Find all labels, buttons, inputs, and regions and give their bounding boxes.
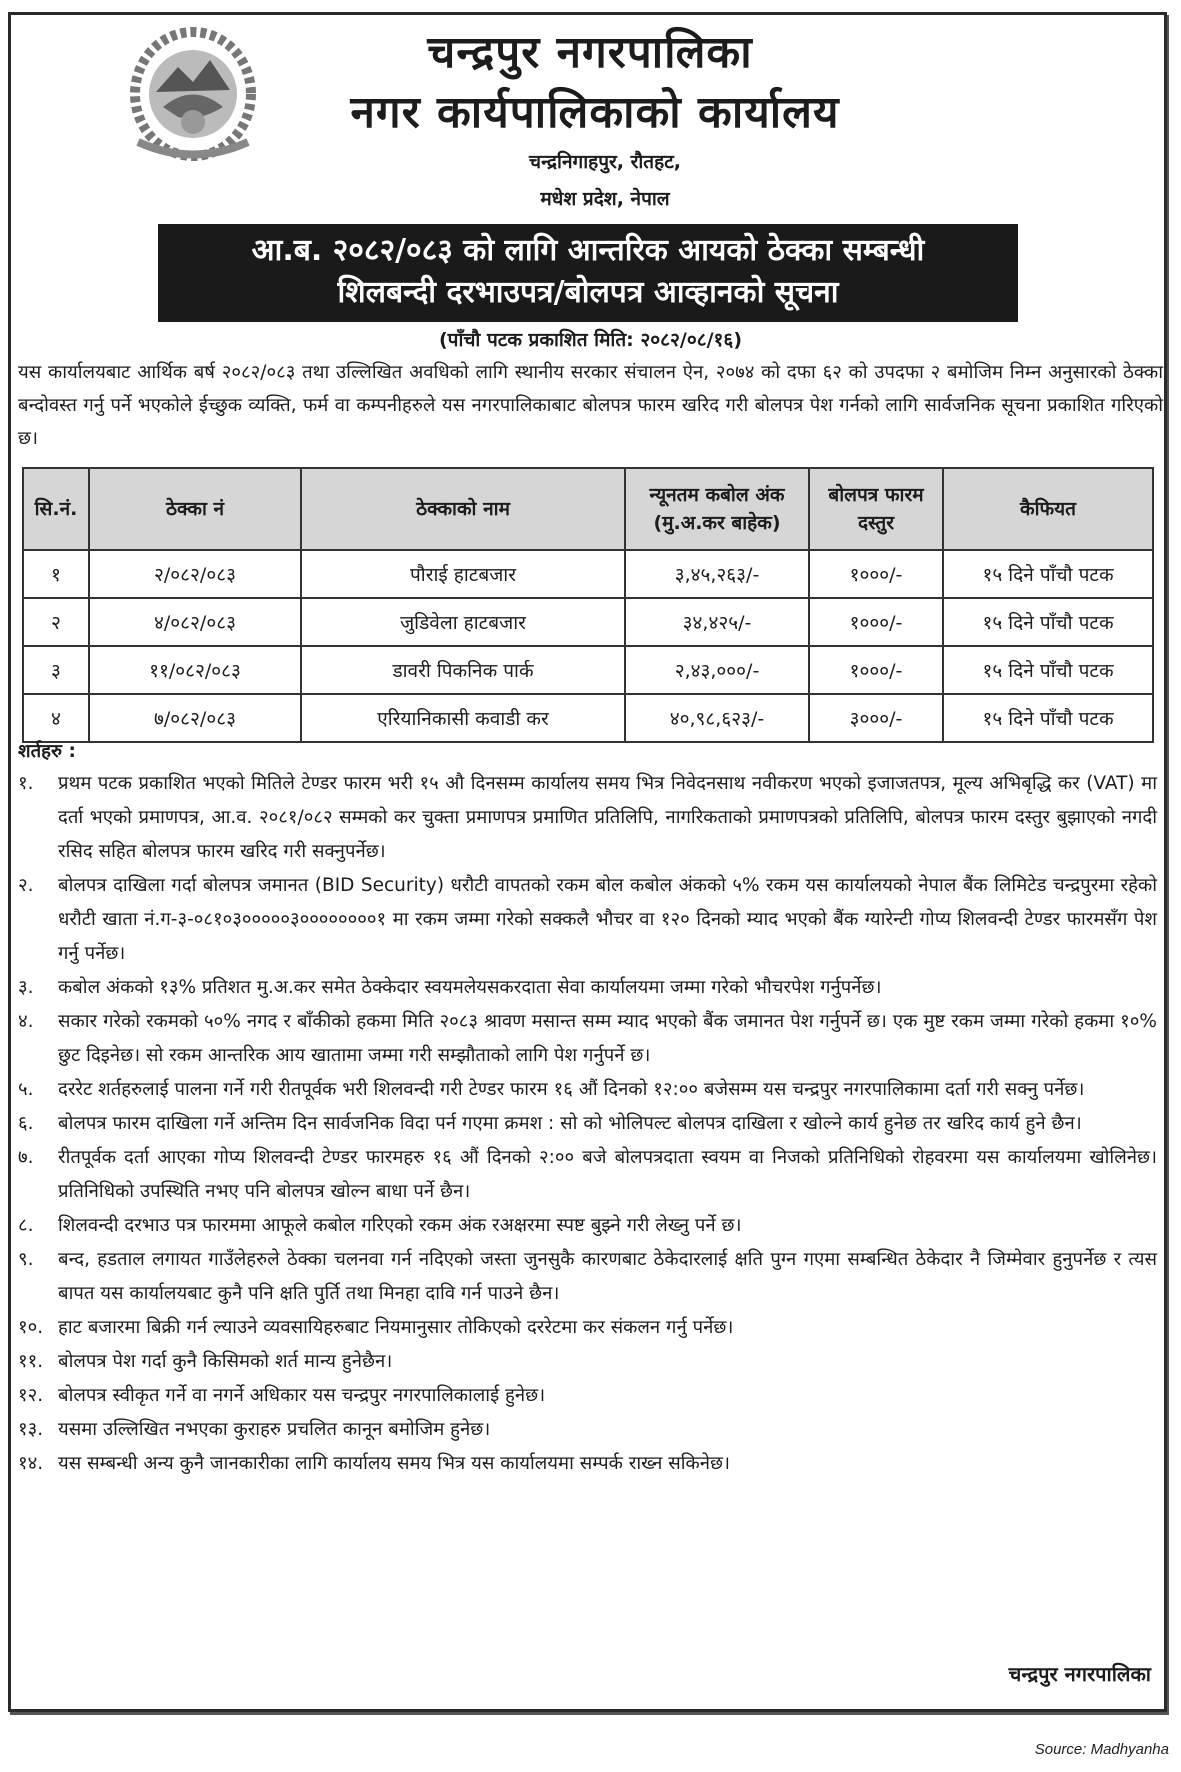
- cell-remarks: १५ दिने पाँचौ पटक: [943, 646, 1153, 694]
- condition-item: [18, 1005, 1163, 1073]
- office-name: नगर कार्यपालिकाको कार्यालय: [350, 87, 840, 138]
- condition-number: १३.: [18, 1419, 44, 1440]
- condition-item: [18, 971, 1163, 1005]
- condition-text: हाट बजारमा बिक्री गर्न ल्याउने व्यवसायिहरुबाट नियमानुसार तोकिएको दररेटमा कर संकलन गर्नु पर्नेछ।: [58, 1317, 734, 1338]
- col-serial: सि.नं.: [23, 468, 89, 550]
- condition-number: १०.: [18, 1317, 44, 1338]
- condition-text: कबोल अंकको १३% प्रतिशत मु.अ.कर समेत ठेक्केदार स्वयमलेयसकरदाता सेवा कार्यालयमा जम्मा गरेको भौचरपेश गर्नुपर्नेछ।: [58, 977, 882, 998]
- col-remarks: कैफियत: [943, 468, 1153, 550]
- condition-item: [18, 1141, 1163, 1209]
- condition-text: यस सम्बन्धी अन्य कुनै जानकारीका लागि कार्यालय समय भित्र यस कार्यालयमा सम्पर्क राख्न सकिनेछ।: [58, 1453, 730, 1474]
- cell-min-bid: ३,४५,२६३/-: [625, 550, 809, 598]
- condition-number: ५.: [18, 1079, 34, 1100]
- cell-remarks: १५ दिने पाँचौ पटक: [943, 694, 1153, 742]
- notice-title-banner: [158, 224, 1018, 322]
- conditions-section: [18, 738, 1163, 1481]
- condition-text: सकार गरेको रकमको ५०% नगद र बाँकीको हकमा मिति २०८३ श्रावण मसान्त सम्म म्याद भएको बैंक जमानत पेश गर्नुपर्ने छ। एक मुष्ट रकम जम्मा गरेको हकमा १०% छुट दिइनेछ। सो रकम आन्तरिक आय खातामा जम्मा गरी सम्झौताको लागि पेश गर्नुपर्ने छ।: [58, 1011, 1157, 1066]
- cell-contract-no: २/०८२/०८३: [89, 550, 301, 598]
- condition-item: [18, 1311, 1163, 1345]
- condition-item: [18, 1345, 1163, 1379]
- cell-serial: २: [23, 598, 89, 646]
- intro-paragraph: यस कार्यालयबाट आर्थिक बर्ष २०८२/०८३ तथा उल्लिखित अवधिको लागि स्थानीय सरकार संचालन ऐन, २०७४ को दफा ६२ को उपदफा २ बमोजिम निम्न अनुसारको ठेक्का बन्दोवस्त गर्नु पर्ने भएकोले ईच्छुक व्यक्ति, फर्म वा कम्पनीहरुले यस नगरपालिकाबाट बोलपत्र फारम खरिद गरी बोलपत्र पेश गर्नको लागि सार्वजनिक सूचना प्रकाशित गरिएको छ।: [18, 362, 1163, 449]
- condition-item: [18, 1447, 1163, 1481]
- condition-item: [18, 1379, 1163, 1413]
- col-form-fee: बोलपत्र फारम दस्तुर: [809, 468, 943, 550]
- condition-number: ७.: [18, 1147, 34, 1168]
- cell-serial: ४: [23, 694, 89, 742]
- condition-number: १.: [18, 773, 34, 794]
- cell-min-bid: ४०,९८,६२३/-: [625, 694, 809, 742]
- condition-item: [18, 1413, 1163, 1447]
- col-min-bid: न्यूनतम कबोल अंक (मु.अ.कर बाहेक): [625, 468, 809, 550]
- condition-text: दररेट शर्तहरुलाई पालना गर्ने गरी रीतपूर्वक भरी शिलवन्दी गरी टेण्डर फारम १६ औं दिनको १२:०० बजेसम्म यस चन्द्रपुर नगरपालिकामा दर्ता गरी सक्नु पर्नेछ।: [58, 1079, 1085, 1100]
- condition-number: ३.: [18, 977, 34, 998]
- condition-text: शिलवन्दी दरभाउ पत्र फारममा आफूले कबोल गरिएको रकम अंक रअक्षरमा स्पष्ट बुझ्ने गरी लेख्नु पर्ने छ।: [58, 1215, 742, 1236]
- municipality-name: चन्द्रपुर नगरपालिका: [427, 27, 753, 78]
- condition-number: २.: [18, 875, 34, 896]
- condition-item: [18, 1107, 1163, 1141]
- contracts-table: [22, 467, 1154, 743]
- condition-number: ६.: [18, 1113, 34, 1134]
- condition-text: बोलपत्र फारम दाखिला गर्ने अन्तिम दिन सार्वजनिक विदा पर्न गएमा क्रमश : सो को भोलिपल्ट बोलपत्र दाखिला र खोल्ने कार्य हुनेछ तर खरिद कार्य हुने छैन।: [58, 1113, 1082, 1134]
- condition-text: यसमा उल्लिखित नभएका कुराहरु प्रचलित कानून बमोजिम हुनेछ।: [58, 1419, 491, 1440]
- condition-text: बोलपत्र दाखिला गर्दा बोलपत्र जमानत (BID Security) धरौटी वापतको रकम बोल कबोल अंकको ५% रकम यस कार्यालयको नेपाल बैंक लिमिटेड चन्द्रपुरमा रहेको धरौटी खाता नं.ग-३-०८१०३०००००३००००००००१ मा रकम जम्मा गरेको सक्कलै भौचर वा १२० दिनको म्याद भएको बैंक ग्यारेन्टी गोप्य शिलवन्दी टेण्डर फारमसँग पेश गर्नु पर्नेछ।: [58, 875, 1157, 964]
- banner-line-2: शिलबन्दी दरभाउपत्र/बोलपत्र आव्हानको सूचना: [337, 275, 839, 310]
- cell-serial: ३: [23, 646, 89, 694]
- cell-contract-name: एरियानिकासी कवाडी कर: [301, 694, 625, 742]
- banner-line-1: आ.ब. २०८२/०८३ को लागि आन्तरिक आयको ठेक्का सम्बन्धी: [251, 233, 925, 268]
- cell-contract-name: पौराई हाटबजार: [301, 550, 625, 598]
- address-line-2: मधेश प्रदेश, नेपाल: [540, 188, 670, 210]
- condition-item: [18, 869, 1163, 971]
- condition-number: ९.: [18, 1249, 34, 1270]
- condition-text: रीतपूर्वक दर्ता आएका गोप्य शिलवन्दी टेण्डर फारमहरु १६ औं दिनको २:०० बजे बोलपत्रदाता स्वयम वा निजको प्रतिनिधिको रोहवरमा यस कार्यालयमा खोलिनेछ। प्रतिनिधिको उपस्थिति नभए पनि बोलपत्र खोल्न बाधा पर्ने छैन।: [58, 1147, 1157, 1202]
- condition-number: ११.: [18, 1351, 44, 1372]
- cell-form-fee: ३०००/-: [809, 694, 943, 742]
- address-line-1: चन्द्रनिगाहपुर, रौतहट,: [529, 151, 681, 173]
- cell-serial: १: [23, 550, 89, 598]
- cell-contract-no: ११/०८२/०८३: [89, 646, 301, 694]
- cell-contract-no: ४/०८२/०८३: [89, 598, 301, 646]
- condition-number: १२.: [18, 1385, 44, 1406]
- condition-text: बन्द, हडताल लगायत गाउँलेहरुले ठेक्का चलनवा गर्न नदिएको जस्ता जुनसुकै कारणबाट ठेकेदारलाई क्षति पुग्न गएमा सम्बन्धित ठेकेदार नै जिम्मेवार हुनुपर्नेछ र त्यस बापत यस कार्यालयबाट कुनै पनि क्षति पुर्ति तथा मिनहा दावि गर्न पाउने छैन।: [58, 1249, 1157, 1304]
- cell-min-bid: २,४३,०००/-: [625, 646, 809, 694]
- cell-form-fee: १०००/-: [809, 598, 943, 646]
- table-row: [23, 598, 1153, 646]
- cell-contract-no: ७/०८२/०८३: [89, 694, 301, 742]
- col-contract-name: ठेक्काको नाम: [301, 468, 625, 550]
- condition-item: [18, 1209, 1163, 1243]
- table-header-row: [23, 468, 1153, 550]
- table-row: [23, 694, 1153, 742]
- conditions-heading: शर्तहरु :: [18, 741, 76, 762]
- condition-number: ४.: [18, 1011, 34, 1032]
- cell-form-fee: १०००/-: [809, 550, 943, 598]
- condition-number: ८.: [18, 1215, 34, 1236]
- cell-min-bid: ३४,४२५/-: [625, 598, 809, 646]
- condition-number: १४.: [18, 1453, 44, 1474]
- condition-text: प्रथम पटक प्रकाशित भएको मितिले टेण्डर फारम भरी १५ औ दिनसम्म कार्यालय समय भित्र निवेदनसाथ नवीकरण भएको इजाजतपत्र, मूल्य अभिबृद्धि कर (VAT) मा दर्ता भएको प्रमाणपत्र, आ.व. २०८१/०८२ सम्मको कर चुक्ता प्रमाणपत्र प्रमाणित प्रतिलिपि, नागरिकताको प्रमाणपत्रको प्रतिलिपि, बोलपत्र फारम दस्तुर बुझाएको नगदी रसिद सहित बोलपत्र फारम खरिद गरी सक्नुपर्नेछ।: [58, 773, 1157, 862]
- publication-date: (पाँचौ पटक प्रकाशित मिति: २०८२/०८/१६): [438, 329, 743, 351]
- col-contract-no: ठेक्का नं: [89, 468, 301, 550]
- signature: चन्द्रपुर नगरपालिका: [1008, 1662, 1151, 1686]
- condition-item: [18, 767, 1163, 869]
- condition-item: [18, 1073, 1163, 1107]
- table-row: [23, 550, 1153, 598]
- cell-remarks: १५ दिने पाँचौ पटक: [943, 598, 1153, 646]
- table-row: [23, 646, 1153, 694]
- condition-text: बोलपत्र स्वीकृत गर्ने वा नगर्ने अधिकार यस चन्द्रपुर नगरपालिकालाई हुनेछ।: [58, 1385, 546, 1406]
- cell-contract-name: डावरी पिकनिक पार्क: [301, 646, 625, 694]
- condition-item: [18, 1243, 1163, 1311]
- cell-form-fee: १०००/-: [809, 646, 943, 694]
- source-credit: Source: Madhyanha: [1034, 1741, 1169, 1758]
- cell-remarks: १५ दिने पाँचौ पटक: [943, 550, 1153, 598]
- cell-contract-name: जुडिवेला हाटबजार: [301, 598, 625, 646]
- condition-text: बोलपत्र पेश गर्दा कुनै किसिमको शर्त मान्य हुनेछैन।: [58, 1351, 393, 1372]
